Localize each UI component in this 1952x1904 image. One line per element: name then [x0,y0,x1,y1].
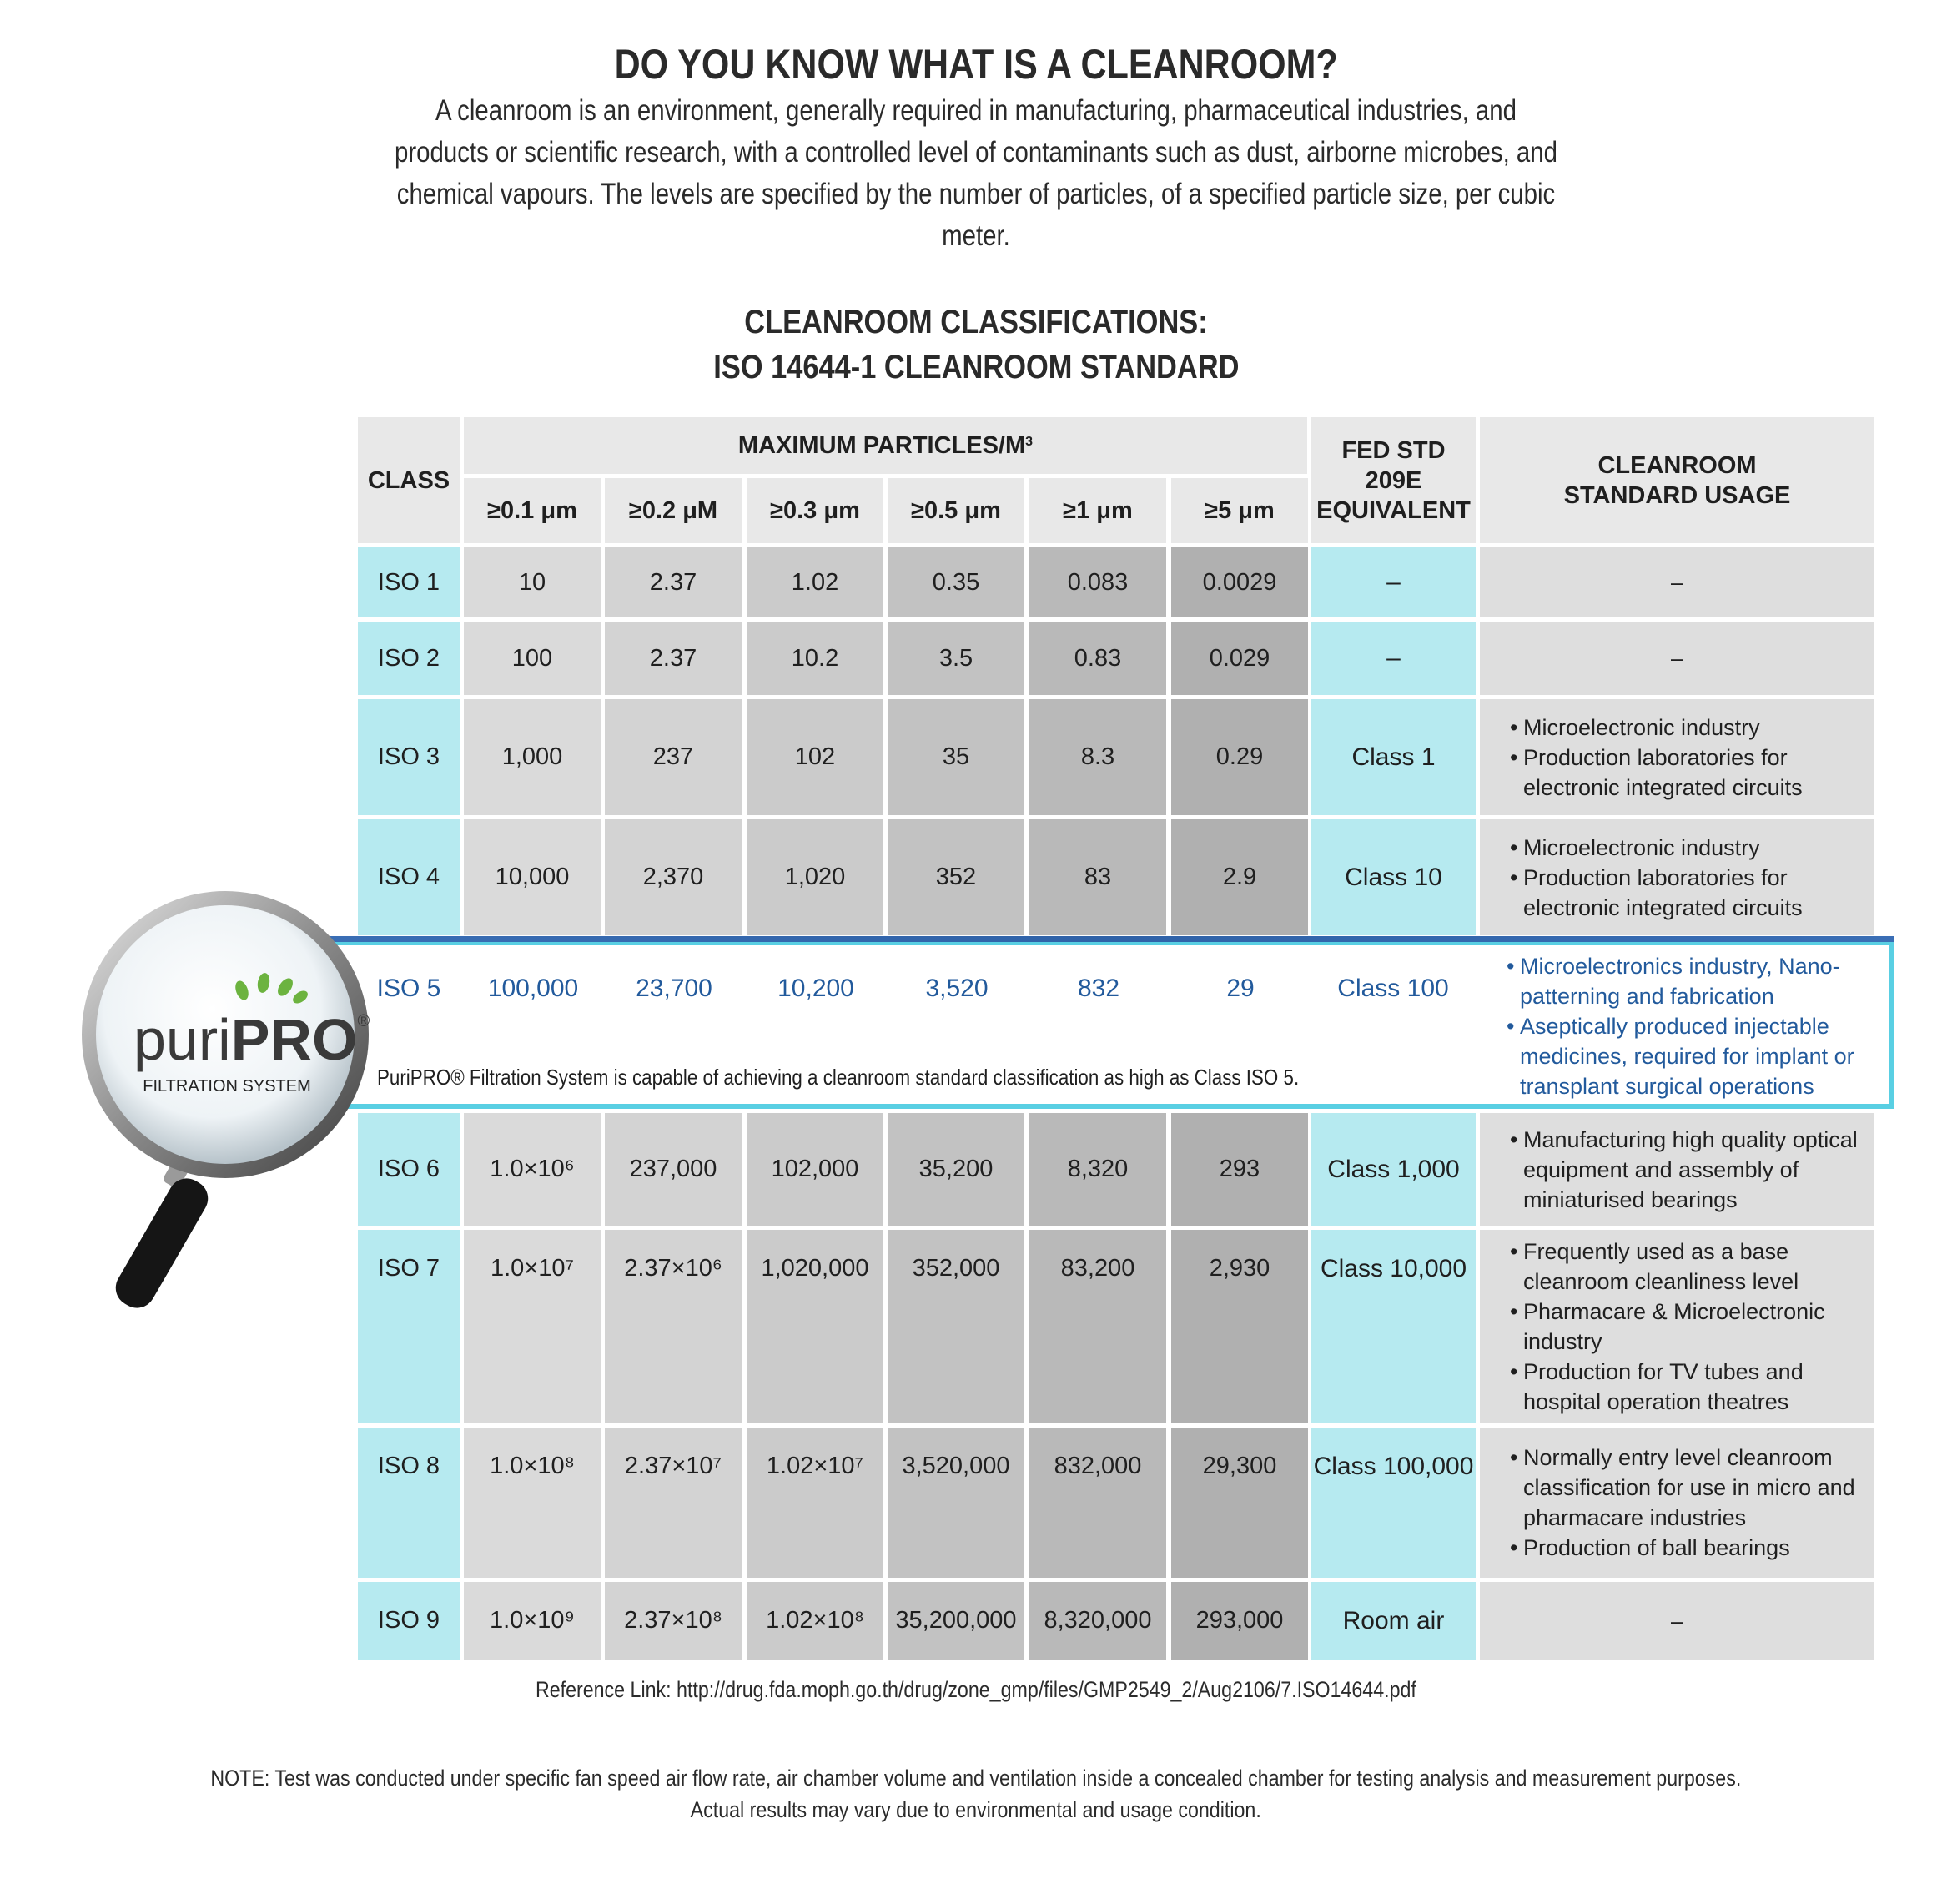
logo-brand: puriPRO® [133,1007,370,1072]
row-value: 35,200,000 [888,1582,1024,1660]
note-line2: Actual results may vary due to environmental and usage condition. [690,1797,1262,1822]
logo-tagline: FILTRATION SYSTEM [143,1077,311,1096]
row-value: 2,370 [605,819,742,935]
header-size-0: ≥0.1 μm [464,478,601,543]
iso5-value-3: 3,520 [925,975,989,1002]
row-value: 352,000 [888,1230,1024,1423]
header-size-1: ≥0.2 μM [605,478,742,543]
row-value: 0.0029 [1171,547,1308,617]
usage-item: • Manufacturing high quality optical equipment and assembly of miniaturised bearings [1510,1125,1874,1215]
row-value: 1.0×10⁷ [464,1230,601,1423]
iso5-value-1: 23,700 [636,975,712,1002]
iso5-value-2: 10,200 [777,975,854,1002]
usage-item: • Pharmacare & Microelectronic industry [1510,1297,1874,1357]
row-usage: – [1480,622,1874,695]
header-size-3: ≥0.5 μm [888,478,1024,543]
row-class: ISO 3 [358,699,460,815]
row-value: 832,000 [1029,1428,1166,1578]
row-class: ISO 4 [358,819,460,935]
row-class: ISO 7 [358,1230,460,1423]
iso5-value-4: 832 [1077,975,1120,1002]
row-value: 0.35 [888,547,1024,617]
header-fed-std: FED STD 209E EQUIVALENT [1311,417,1476,543]
row-value: 83 [1029,819,1166,935]
row-value: 102 [747,699,883,815]
row-usage [1480,1428,1874,1578]
usage-item: • Microelectronic industry [1510,833,1874,863]
row-value: 0.83 [1029,622,1166,695]
row-value: 100 [464,622,601,695]
row-fed-equivalent: – [1311,547,1476,617]
header-size-5: ≥5 μm [1171,478,1308,543]
row-class: ISO 2 [358,622,460,695]
row-usage: – [1480,1582,1874,1660]
row-value: 3.5 [888,622,1024,695]
row-fed-equivalent: Class 10 [1311,819,1476,935]
row-usage [1480,1113,1874,1226]
row-value: 1,020,000 [747,1230,883,1423]
iso5-class: ISO 5 [376,975,441,1002]
iso5-value-0: 100,000 [487,975,579,1002]
row-value: 10,000 [464,819,601,935]
iso5-top-line [320,936,1894,942]
row-value: 83,200 [1029,1230,1166,1423]
row-class: ISO 1 [358,547,460,617]
row-value: 8,320,000 [1029,1582,1166,1660]
iso5-usage-item: • Microelectronics industry, Nano-patterning and fabrication [1507,951,1857,1011]
usage-item: • Microelectronic industry [1510,713,1874,743]
intro-paragraph: A cleanroom is an environment, generally required in manufacturing, pharmaceutical industries, and products or scientific research, with a controlled level of contaminants such as dust, airborne microbes, and chemical vapours. The levels are specified by the number of particles, of a specified particle size, per cubic meter. [395,94,1557,252]
header-class: CLASS [358,417,460,543]
row-value: 2.37 [605,622,742,695]
usage-item: • Production for TV tubes and hospital operation theatres [1510,1357,1874,1417]
usage-item: • Frequently used as a base cleanroom cleanliness level [1510,1237,1874,1297]
iso5-value-5: 29 [1226,975,1255,1002]
row-value: 2.37×10⁶ [605,1230,742,1423]
row-usage [1480,819,1874,935]
iso5-fed: Class 100 [1337,975,1449,1002]
row-value: 2.37 [605,547,742,617]
row-value: 1.02×10⁷ [747,1428,883,1578]
header-usage: CLEANROOM STANDARD USAGE [1480,417,1874,543]
row-class: ISO 9 [358,1582,460,1660]
row-fed-equivalent: Class 100,000 [1311,1428,1476,1578]
row-value: 0.083 [1029,547,1166,617]
row-value: 8,320 [1029,1113,1166,1226]
row-value: 10.2 [747,622,883,695]
row-value: 2.37×10⁸ [605,1582,742,1660]
row-value: 1.02×10⁸ [747,1582,883,1660]
row-usage [1480,1230,1874,1423]
usage-item: • Production laboratories for electronic integrated circuits [1510,863,1874,923]
row-value: 293 [1171,1113,1308,1226]
row-value: 0.029 [1171,622,1308,695]
row-class: ISO 6 [358,1113,460,1226]
row-value: 293,000 [1171,1582,1308,1660]
page-title: DO YOU KNOW WHAT IS A CLEANROOM? [614,41,1338,88]
row-value: 237 [605,699,742,815]
row-fed-equivalent: Class 1 [1311,699,1476,815]
row-value: 1.0×10⁸ [464,1428,601,1578]
row-value: 29,300 [1171,1428,1308,1578]
row-value: 35 [888,699,1024,815]
usage-item: • Normally entry level cleanroom classification for use in micro and pharmacare industries [1510,1443,1874,1533]
iso5-usage [1507,951,1857,1101]
row-class: ISO 8 [358,1428,460,1578]
usage-item: • Production of ball bearings [1510,1533,1874,1563]
row-value: 0.29 [1171,699,1308,815]
row-fed-equivalent: Class 1,000 [1311,1113,1476,1226]
puripro-magnifier-logo [50,884,400,1318]
section-title-line2: ISO 14644-1 CLEANROOM STANDARD [712,349,1240,385]
row-usage [1480,699,1874,815]
row-value: 1.0×10⁹ [464,1582,601,1660]
header-size-4: ≥1 μm [1029,478,1166,543]
row-value: 2,930 [1171,1230,1308,1423]
row-value: 3,520,000 [888,1428,1024,1578]
row-value: 1.02 [747,547,883,617]
iso5-usage-item: • Aseptically produced injectable medicines, required for implant or transplant surgical operations [1507,1011,1857,1101]
row-value: 10 [464,547,601,617]
note-line1: NOTE: Test was conducted under specific fan speed air flow rate, air chamber volume and ventilation inside a concealed chamber for testing analysis and measurement purposes. [210,1765,1742,1791]
row-value: 2.37×10⁷ [605,1428,742,1578]
row-fed-equivalent: Class 10,000 [1311,1230,1476,1423]
row-value: 1,020 [747,819,883,935]
row-value: 35,200 [888,1113,1024,1226]
row-value: 1.0×10⁶ [464,1113,601,1226]
row-value: 102,000 [747,1113,883,1226]
header-max-particles: MAXIMUM PARTICLES/$M^3$ [464,417,1307,474]
row-value: 8.3 [1029,699,1166,815]
row-value: 2.9 [1171,819,1308,935]
usage-item: • Production laboratories for electronic integrated circuits [1510,743,1874,803]
row-value: 352 [888,819,1024,935]
row-value: 1,000 [464,699,601,815]
header-size-2: ≥0.3 μm [747,478,883,543]
row-value: 237,000 [605,1113,742,1226]
row-fed-equivalent: – [1311,622,1476,695]
row-usage: – [1480,547,1874,617]
row-fed-equivalent: Room air [1311,1582,1476,1660]
iso5-note: PuriPRO® Filtration System is capable of achieving a cleanroom standard classification as high as Class ISO 5. [377,1065,1300,1090]
section-title-line1: CLEANROOM CLASSIFICATIONS: [744,304,1208,340]
reference-link[interactable]: Reference Link: http://drug.fda.moph.go.th/drug/zone_gmp/files/GMP2549_2/Aug2106/7.ISO14644.pdf [536,1677,1416,1702]
magnifier-handle [109,1171,215,1314]
